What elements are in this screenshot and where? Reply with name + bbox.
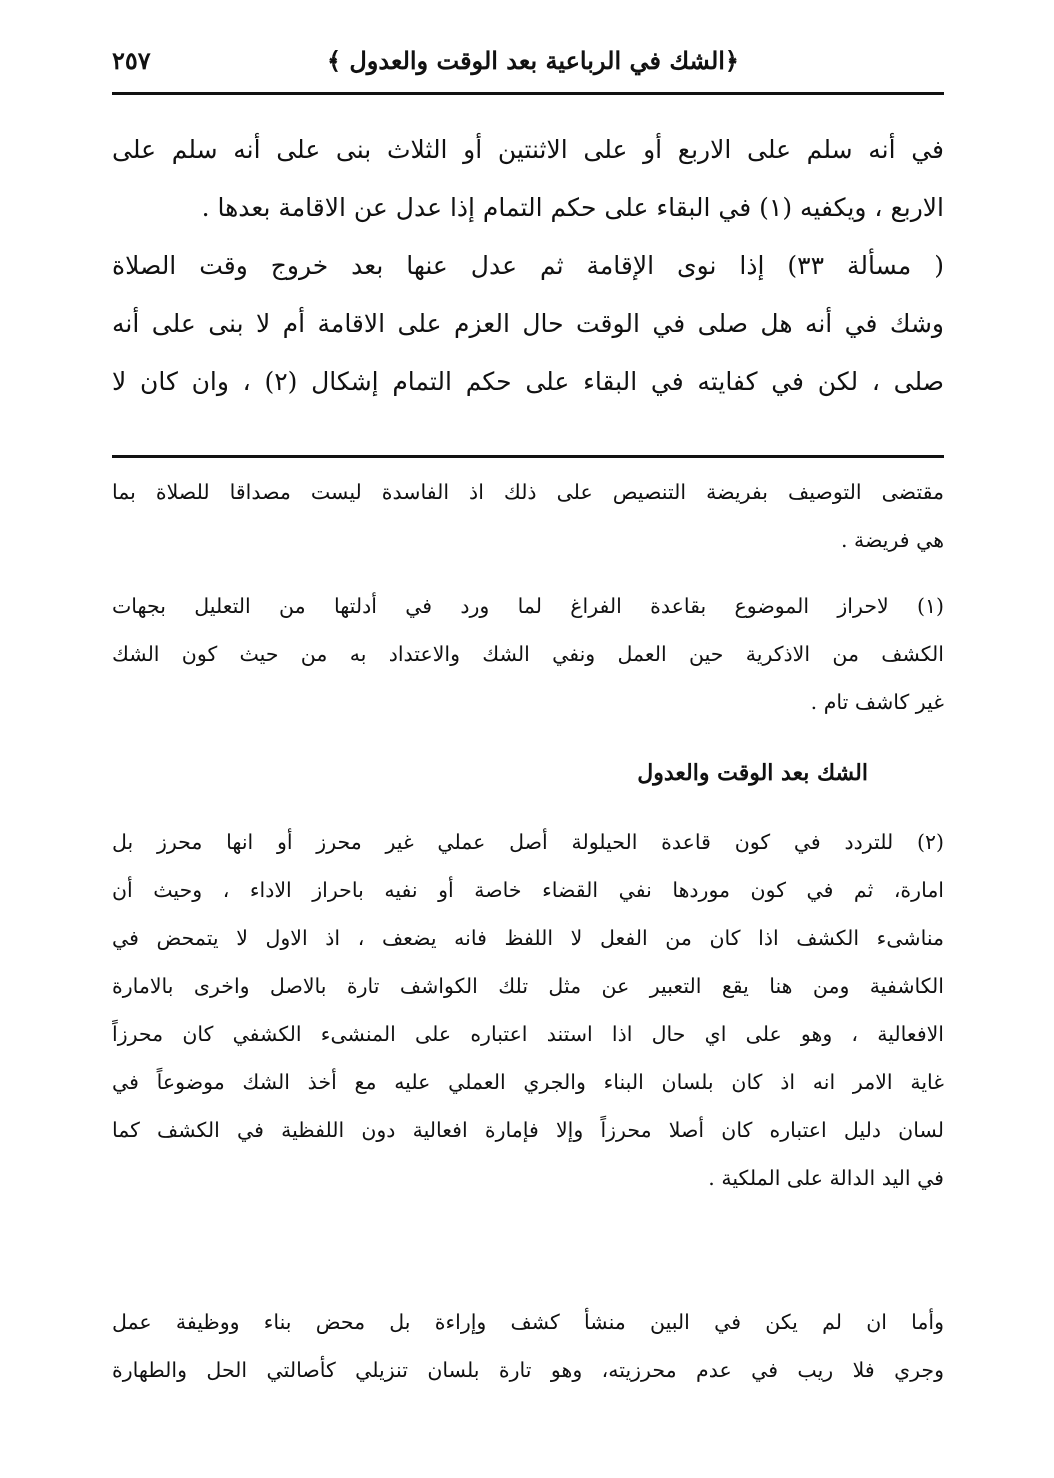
header-rule xyxy=(112,92,944,95)
footnote-separator xyxy=(112,455,944,458)
footnote-line: وأما ان لم يكن في البين منشأ كشف وإراءة بل محض بناء ووظيفة عمل xyxy=(112,1310,944,1334)
footnote-line: الكشف من الاذكرية حين العمل ونفي الشك والاعتداد به من حيث كون الشك xyxy=(112,642,944,666)
footnote-line: غير كاشف تام . xyxy=(810,690,944,714)
page-header xyxy=(112,40,944,86)
footnote-line: في اليد الدالة على الملكية . xyxy=(708,1166,944,1190)
main-line: في أنه سلم على الاربع أو على الاثنتين أو الثلاث بنى على أنه سلم على xyxy=(112,135,944,164)
footnote-line: امارة، ثم في كون موردها نفي القضاء خاصة أو نفيه باحراز الاداء ، وحيث أن xyxy=(112,878,944,902)
footnote-line: مقتضى التوصيف بفريضة التنصيص على ذلك اذ الفاسدة ليست مصداقا للصلاة بما xyxy=(112,480,944,504)
footnote-line: الافعالية ، وهو على اي حال اذا استند اعتباره على المنشىء الكشفي كان محرزاً xyxy=(112,1022,944,1046)
main-line: صلى ، لكن في كفايته في البقاء على حكم التمام إشكال (٢) ، وان كان لا xyxy=(112,367,944,396)
footnote-continued xyxy=(112,468,944,564)
footnote-line: وجري فلا ريب في عدم محرزيته، وهو تارة بلسان تنزيلي كأصالتي الحل والطهارة xyxy=(112,1358,944,1382)
main-line: الاربع ، ويكفيه (١) في البقاء على حكم التمام إذا عدل عن الاقامة بعدها . xyxy=(201,193,944,222)
footnote-line: (١) لاحراز الموضوع بقاعدة الفراغ لما ورد في أدلتها من التعليل بجهات xyxy=(112,594,944,618)
section-subheading: الشك بعد الوقت والعدول xyxy=(637,760,868,786)
main-text xyxy=(112,121,944,411)
footnote-line: لسان دليل اعتباره كان أصلا محرزاً وإلا فإمارة افعالية دون اللفظية في الكشف كما xyxy=(112,1118,944,1142)
running-title: ﴿الشك في الرباعية بعد الوقت والعدول ﴾ xyxy=(326,46,739,75)
main-line: وشك في أنه هل صلى في الوقت حال العزم على الاقامة أم لا بنى على أنه xyxy=(112,309,944,338)
footnote-line: غاية الامر انه اذ كان بلسان البناء والجري العملي عليه مع أخذ الشك موضوعاً في xyxy=(112,1070,944,1094)
footnote-line: هي فريضة . xyxy=(840,528,944,552)
page-number: ٢٥٧ xyxy=(112,46,151,75)
footnote-line: (٢) للتردد في كون قاعدة الحيلولة أصل عملي غير محرز أو انها محرز بل xyxy=(112,830,944,854)
main-line: ( مسألة ٣٣) إذا نوى الإقامة ثم عدل عنها بعد خروج وقت الصلاة xyxy=(112,251,944,280)
footnote-line: مناشىء الكشف اذا كان من الفعل لا اللفظ فانه يضعف ، اذ الاول لا يتمحض في xyxy=(112,926,944,950)
footnote-line: الكاشفية ومن هنا يقع التعبير عن مثل تلك الكواشف تارة بالاصل واخرى بالامارة xyxy=(112,974,944,998)
footnote-1 xyxy=(112,582,944,726)
footnote-2-continued xyxy=(112,1298,944,1394)
footnote-2 xyxy=(112,818,944,1202)
